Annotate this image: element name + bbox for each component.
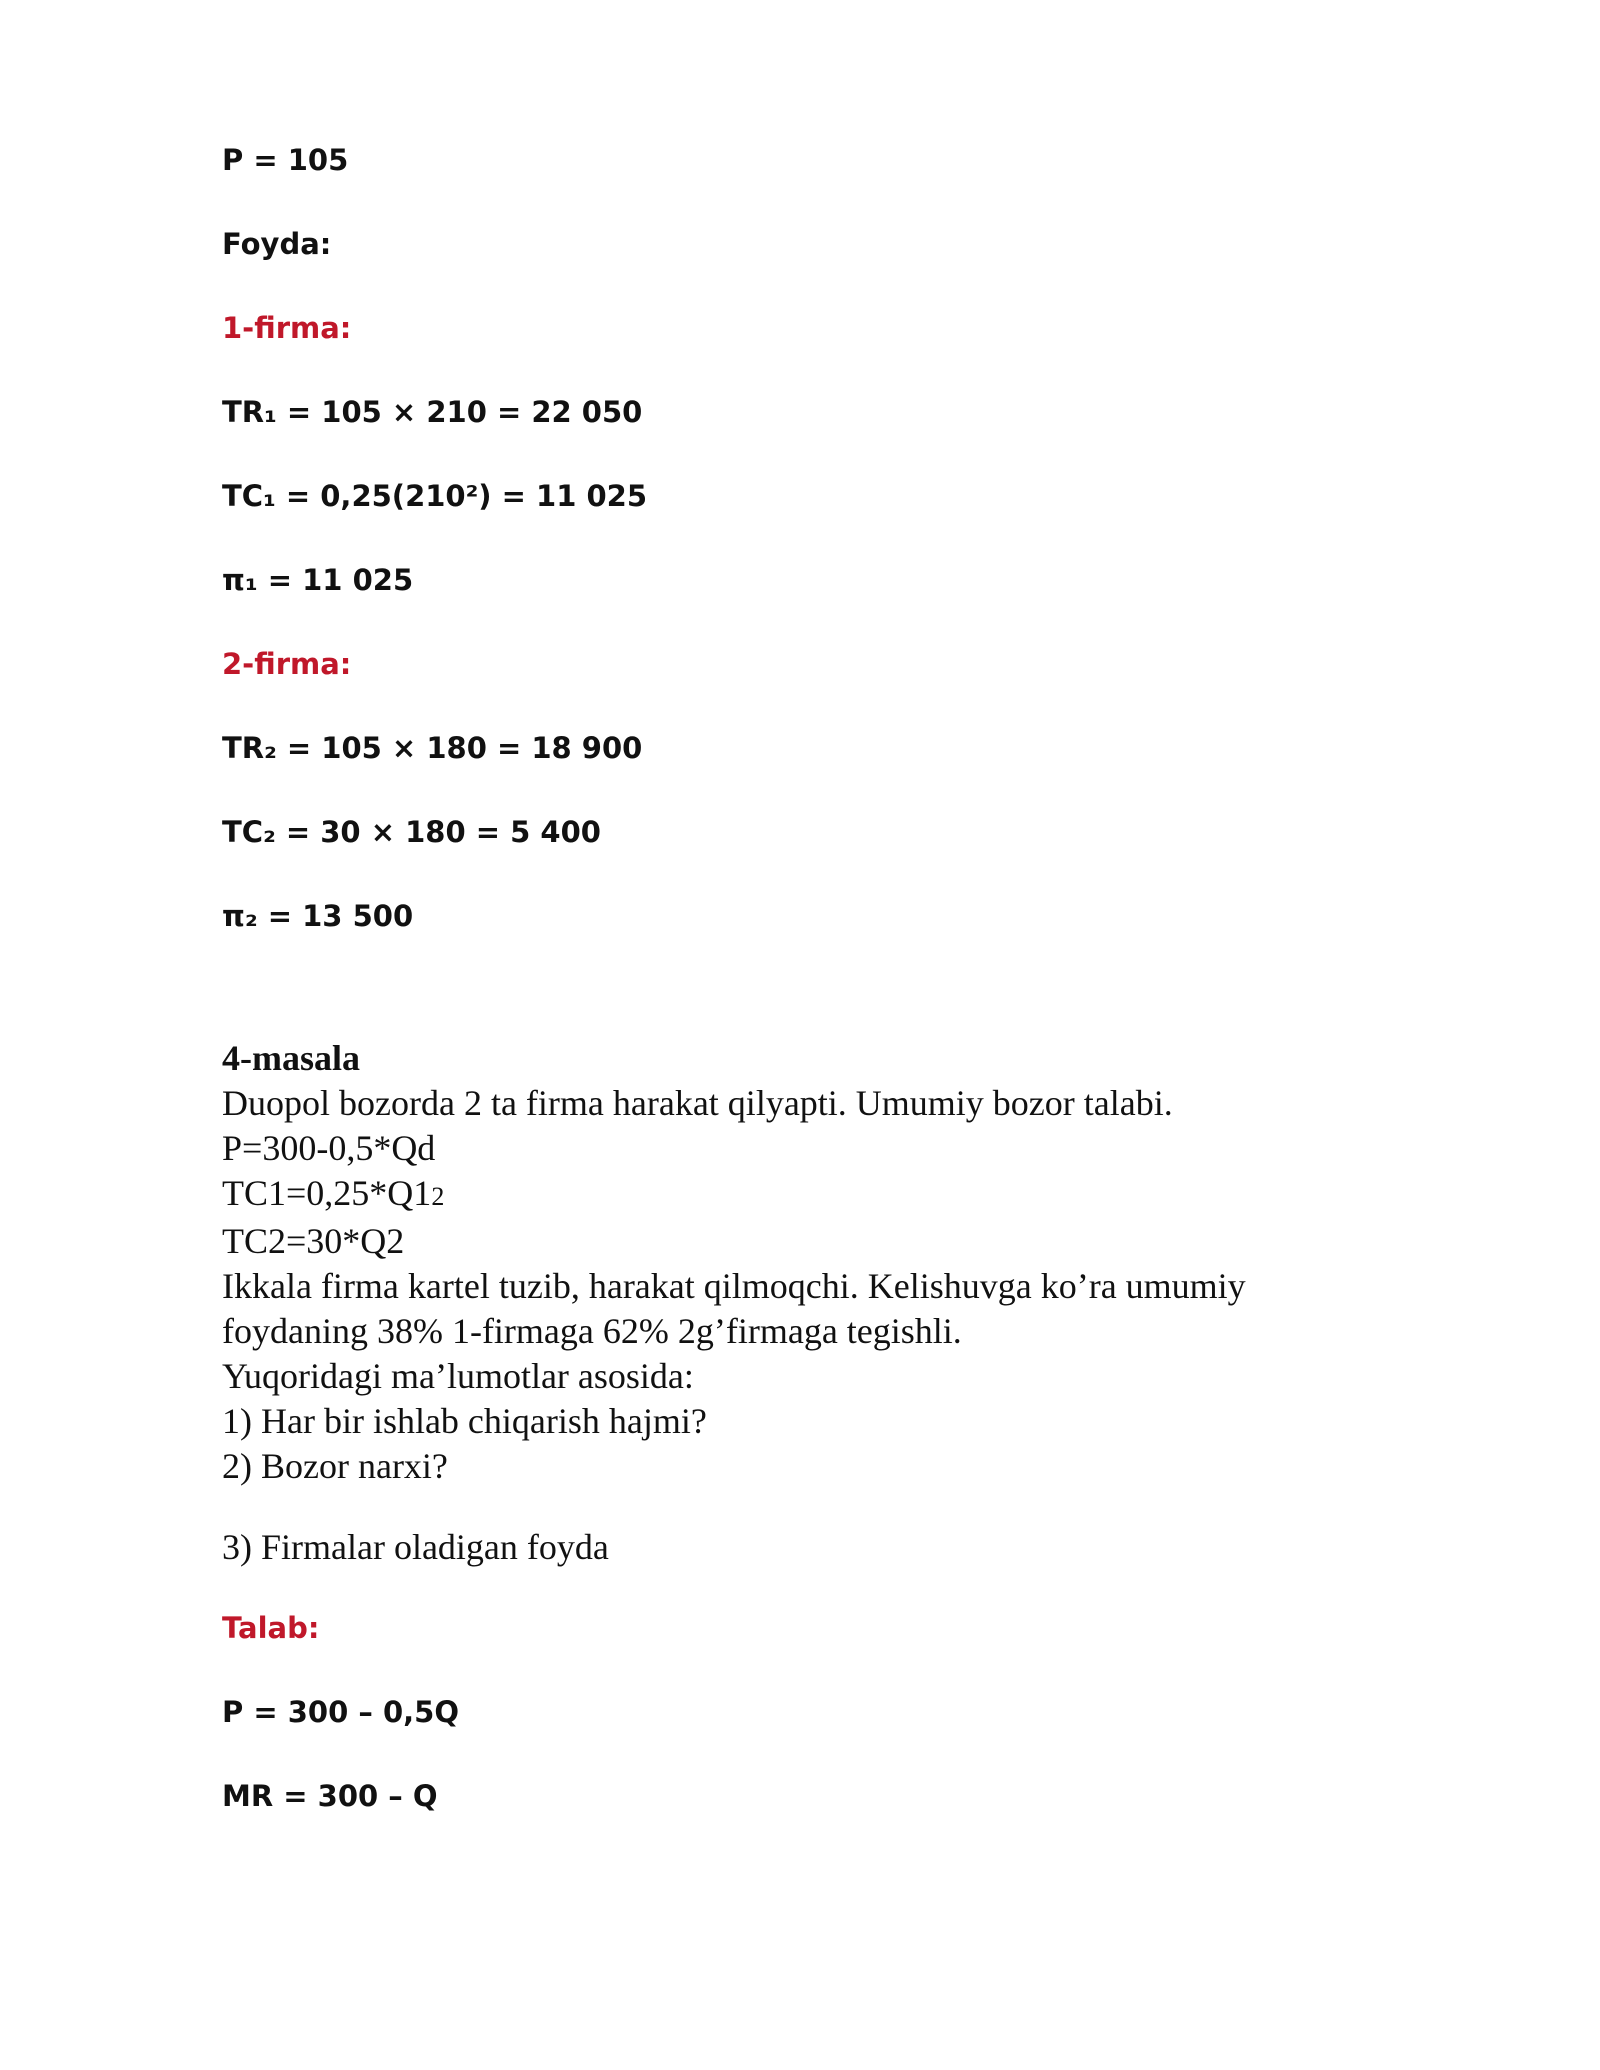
price-equation: P = 105 <box>222 143 349 177</box>
firm2-profit: π₂ = 13 500 <box>222 899 414 933</box>
problem-heading: 4-masala <box>222 1038 360 1078</box>
firm2-total-cost: TC₂ = 30 × 180 = 5 400 <box>222 815 601 849</box>
firm2-total-revenue: TR₂ = 105 × 180 = 18 900 <box>222 731 643 765</box>
problem-text-line3: foydaning 38% 1-firmaga 62% 2g’firmaga tegishli. <box>222 1311 962 1351</box>
problem-tc2: TC2=30*Q2 <box>222 1221 405 1261</box>
problem-block <box>222 1036 1382 1570</box>
problem-demand: P=300-0,5*Qd <box>222 1128 436 1168</box>
firm1-total-revenue: TR₁ = 105 × 210 = 22 050 <box>222 395 643 429</box>
solution-block <box>222 1608 1382 1816</box>
paragraph-gap <box>222 1489 1382 1525</box>
demand-label: Talab: <box>222 1611 320 1645</box>
problem-question-1: 1) Har bir ishlab chiqarish hajmi? <box>222 1401 707 1441</box>
firm2-label: 2-firma: <box>222 647 352 681</box>
problem-tc1-exponent: 2 <box>431 1182 445 1211</box>
firm1-label: 1-firma: <box>222 311 352 345</box>
problem-text-line4: Yuqoridagi ma’lumotlar asosida: <box>222 1356 694 1396</box>
firm1-profit: π₁ = 11 025 <box>222 563 414 597</box>
problem-tc1 <box>222 1171 1382 1219</box>
problem-tc1-main: TC1=0,25*Q1 <box>222 1173 432 1213</box>
problem-text-line2: Ikkala firma kartel tuzib, harakat qilmoqchi. Kelishuvga ko’ra umumiy <box>222 1266 1246 1306</box>
marginal-revenue-equation: MR = 300 – Q <box>222 1779 438 1813</box>
firm1-total-cost: TC₁ = 0,25(210²) = 11 025 <box>222 479 648 513</box>
demand-equation: P = 300 – 0,5Q <box>222 1695 459 1729</box>
problem-question-2: 2) Bozor narxi? <box>222 1446 448 1486</box>
problem-intro: Duopol bozorda 2 ta firma harakat qilyapti. Umumiy bozor talabi. <box>222 1083 1173 1123</box>
document-content <box>222 140 1382 1860</box>
problem-question-3: 3) Firmalar oladigan foyda <box>222 1527 609 1567</box>
profit-label: Foyda: <box>222 227 332 261</box>
